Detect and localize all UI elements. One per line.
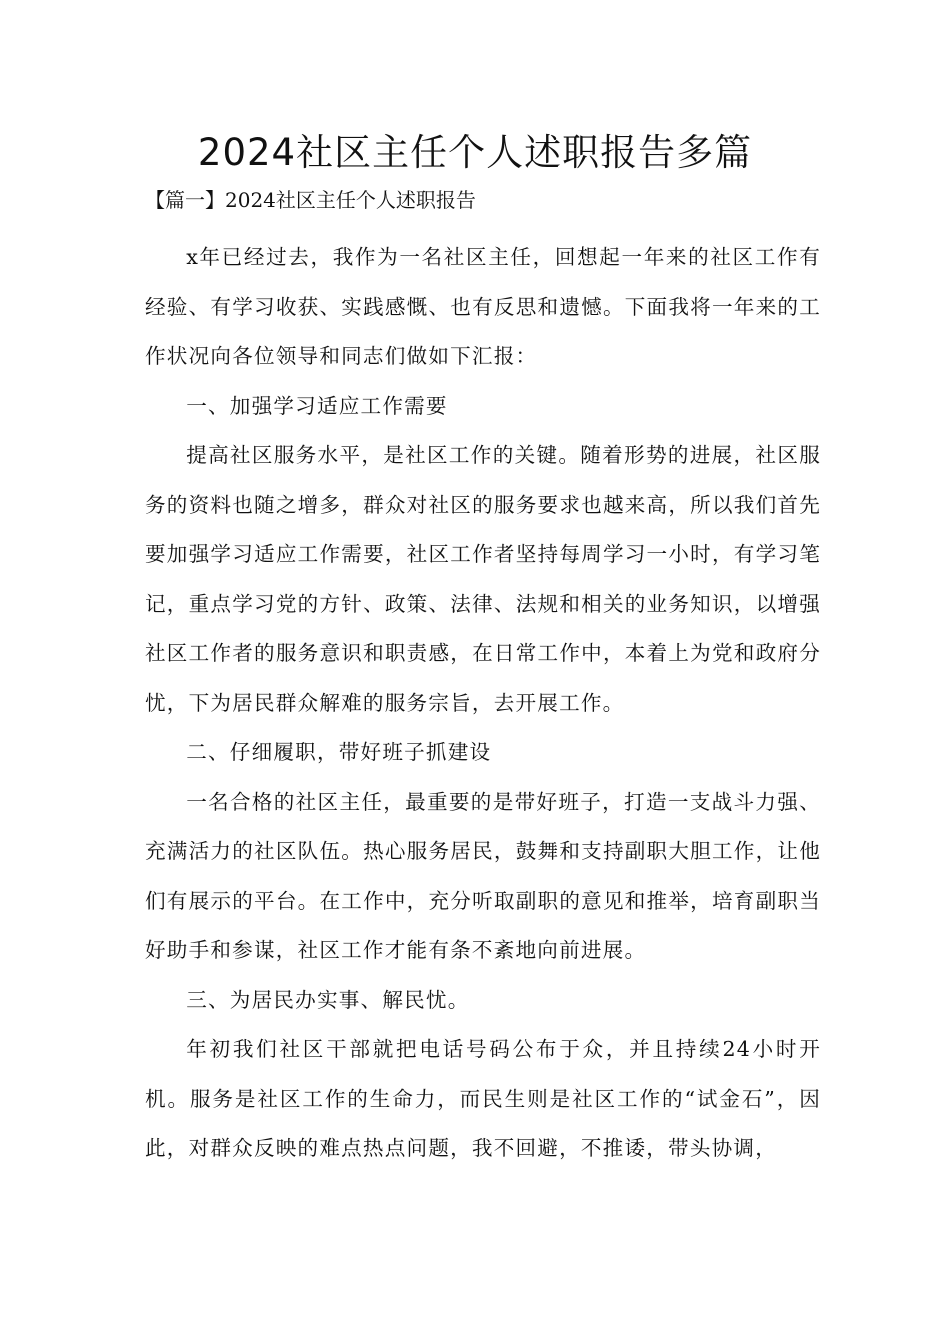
- document-subtitle: 【篇一】2024社区主任个人述职报告: [145, 188, 476, 212]
- section-heading-3: 三、为居民办实事、解民忧。: [186, 987, 470, 1012]
- section-heading-1: 一、加强学习适应工作需要: [186, 393, 448, 418]
- paragraph-section-1: 提高社区服务水平，是社区工作的关键。随着形势的进展，社区服务的资料也随之增多，群众对社区的服务要求也越来高，所以我们首先要加强学习适应工作需要，社区工作者坚持每周学习一小时，有学习笔记，重点学习党的方针、政策、法律、法规和相关的业务知识，以增强社区工作者的服务意识和职责感，在日常工作中，本着上为党和政府分忧，下为居民群众解难的服务宗旨，去开展工作。: [145, 443, 821, 715]
- paragraph-intro: x年已经过去，我作为一名社区主任，回想起一年来的社区工作有经验、有学习收获、实践感慨、也有反思和遗憾。下面我将一年来的工作状况向各位领导和同志们做如下汇报：: [145, 245, 821, 368]
- paragraph-section-3: 年初我们社区干部就把电话号码公布于众，并且持续24小时开机。服务是社区工作的生命力，而民生则是社区工作的“试金石”，因此，对群众反映的难点热点问题，我不回避，不推诿，带头协调，: [145, 1037, 821, 1160]
- section-heading-2: 二、仔细履职，带好班子抓建设: [186, 740, 492, 764]
- document-body: [145, 233, 821, 1174]
- paragraph-section-2: 一名合格的社区主任，最重要的是带好班子，打造一支战斗力强、充满活力的社区队伍。热心服务居民，鼓舞和支持副职大胆工作，让他们有展示的平台。在工作中，充分听取副职的意见和推举，培育副职当好助手和参谋，社区工作才能有条不紊地向前进展。: [145, 789, 821, 962]
- document-title: 2024社区主任个人述职报告多篇: [197, 131, 753, 174]
